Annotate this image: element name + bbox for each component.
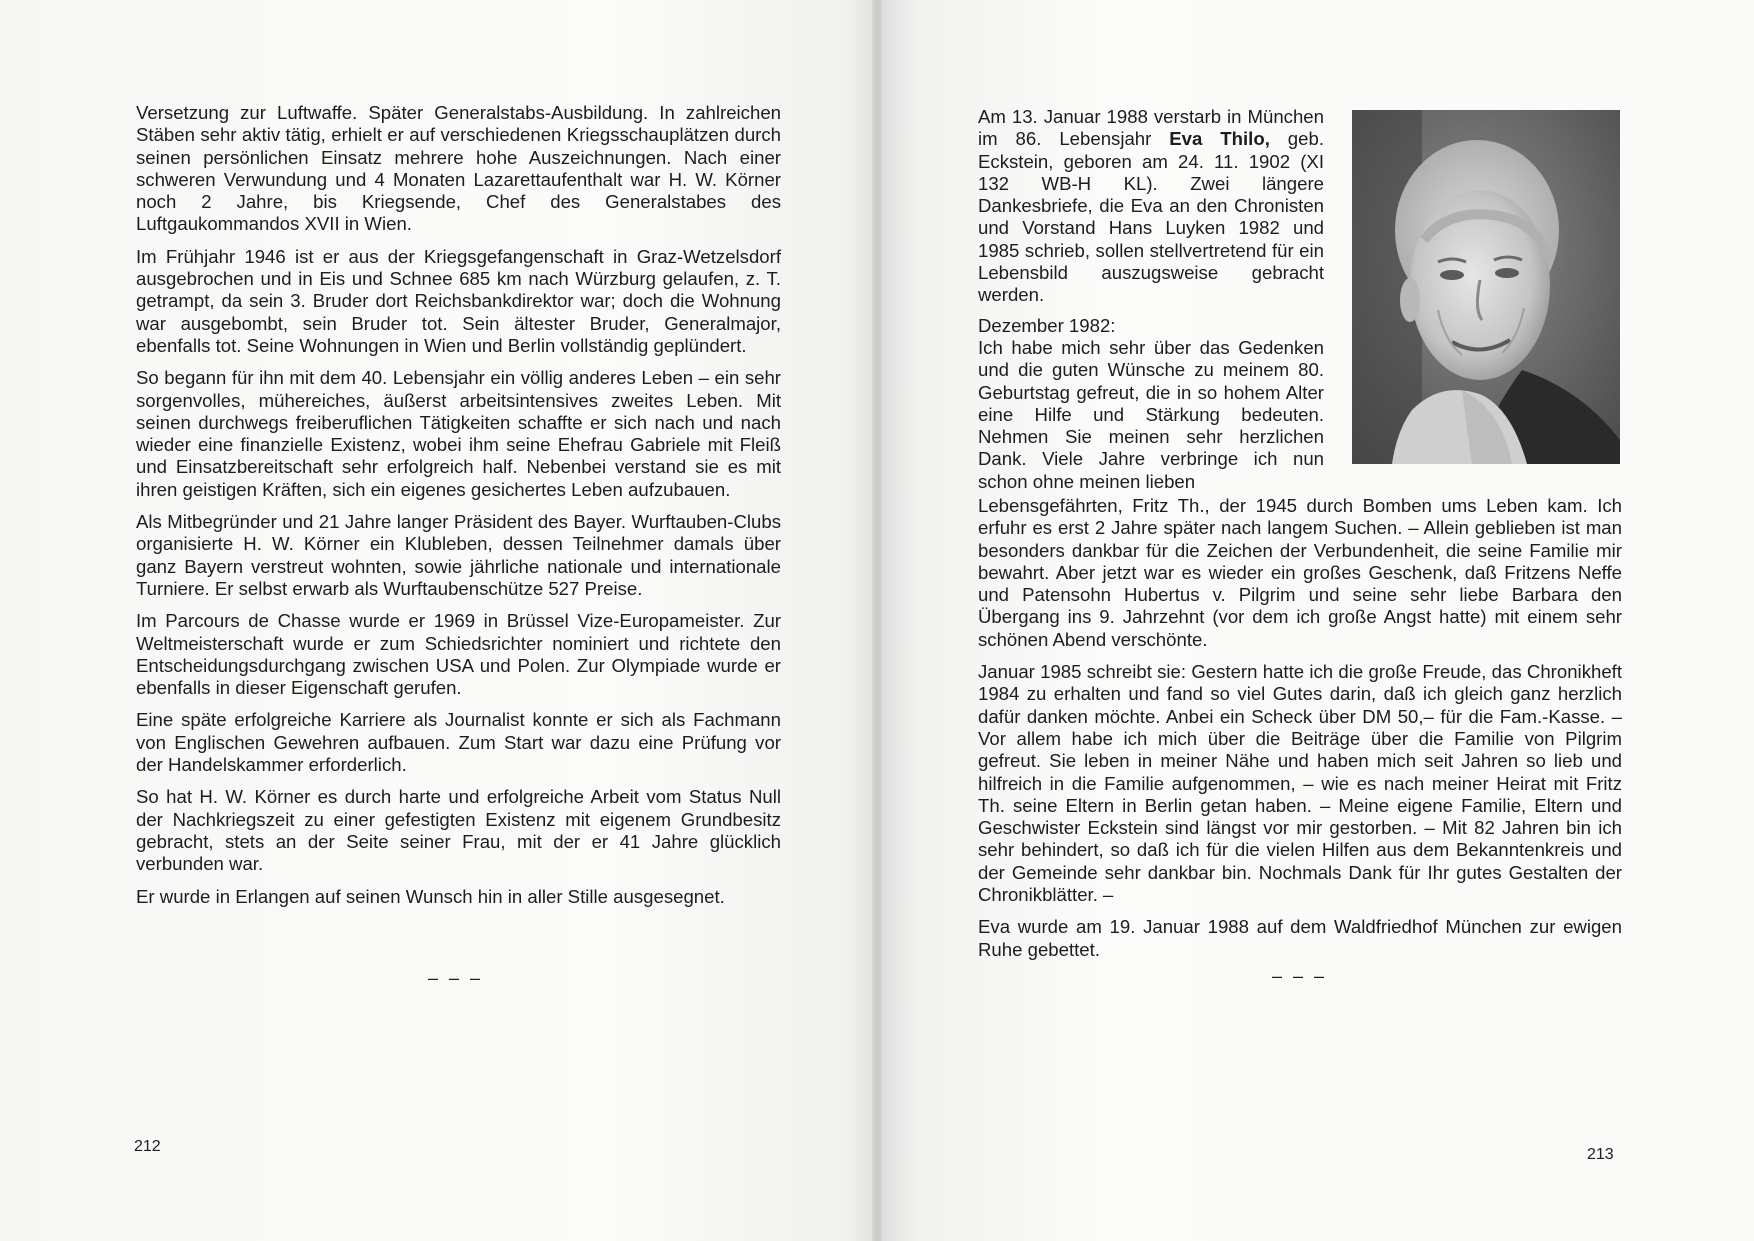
paragraph: Im Frühjahr 1946 ist er aus der Kriegsgefangenschaft in Graz-Wetzelsdorf ausgebrochen und in Eis und Schnee 685 km nach Würzburg gelaufen, z. T. getrampt, da sein 3. Bruder dort Reichsbankdirektor war; doch die Wohnung war ausgebombt, sein Bruder tot. Sein ältester Bruder, Generalmajor, ebenfalls tot. Seine Wohnungen in Wien und Berlin vollständig geplündert. [136,245,781,356]
section-divider: – – – [428,968,484,988]
section-divider: – – – [1272,966,1328,986]
letter-text-start: Ich habe mich sehr über das Gedenken und die guten Wünsche zu meinem 80. Geburtstag gefreut, die in so hohem Alter eine Hilfe und Stärkung bedeuten. Nehmen Sie meinen sehr herzlichen Dank. Viele Jahre verbringe ich nun schon ohne meinen lieben [978,336,1324,492]
portrait-photo-icon [1352,110,1620,464]
paragraph: So begann für ihn mit dem 40. Lebensjahr ein völlig anderes Leben – ein sehr sorgenvolles, mühereiches, äußerst arbeitsintensives zweites Leben. Mit seinen durchwegs freiberuflichen Tätigkeiten schaffte er sich nach und nach wieder eine finanzielle Existenz, wobei ihm seine Ehefrau Gabriele mit Fleiß und Einsatzbereitschaft sehr erfolgreich half. Nebenbei verstand sie es mit ihren geistigen Kräften, sich ein eigenes gesichertes Leben aufzubauen. [136,367,781,500]
paragraph: Versetzung zur Luftwaffe. Später Generalstabs-Ausbildung. In zahlreichen Stäben sehr aktiv tätig, erhielt er auf verschiedenen Kriegsschauplätzen durch seinen persönlichen Einsatz mehrere hohe Auszeichnungen. Nach einer schweren Verwundung und 4 Monaten Lazarettaufenthalt war H. W. Körner noch 2 Jahre, bis Kriegsende, Chef des Generalstabes des Luftgaukommandos XVII in Wien. [136,102,781,235]
obituary-intro [978,106,1324,493]
letter-date-line: Dezember 1982: [978,314,1116,336]
paragraph: Im Parcours de Chasse wurde er 1969 in Brüssel Vize-Europameister. Zur Weltmeisterschaft wurde er zum Schiedsrichter nominiert und richtete den Entscheidungsdurchgang zwischen USA und Polen. Zur Olympiade wurde er ebenfalls in dieser Eigenschaft gerufen. [136,610,781,699]
letter-paragraph: Januar 1985 schreibt sie: Gestern hatte ich die große Freude, das Chronikheft 1984 zu erhalten und fand so viel Gutes darin, daß ich gleich ganz herzlich dafür danken möchte. Anbei ein Scheck über DM 50,– für die Fam.-Kasse. – Vor allem habe ich mich über die Beiträge über die Familie von Pilgrim gefreut. Sie leben in meiner Nähe und haben mich seit Jahren so lieb und hilfreich in die Familie aufgenommen, – wie es nach meiner Heirat mit Fritz Th. seine Eltern in Berlin getan haben. – Meine eigene Familie, Eltern und Geschwister Eckstein sind längst vor mir gestorben. – Mit 82 Jahren bin ich sehr behindert, so daß ich für die vielen Hilfen aus dem Bekanntenkreis und der Gemeinde sehr dankbar bin. Nochmals Dank für Ihr gutes Gestalten der Chronikblätter. – [978,661,1622,906]
right-page [882,0,1754,1241]
paragraph: So hat H. W. Körner es durch harte und erfolgreiche Arbeit vom Status Null der Nachkriegszeit zu einer gefestigten Existenz mit eigenem Grundbesitz gebracht, stets an der Seite seiner Frau, mit der er 41 Jahre glücklich verbunden war. [136,786,781,875]
page-number: 212 [134,1138,161,1155]
intro-text: Am 13. Januar 1988 verstarb in München im 86. Lebensjahr [978,106,1324,150]
closing-paragraph: Eva wurde am 19. Januar 1988 auf dem Waldfriedhof München zur ewigen Ruhe gebettet. [978,916,1622,960]
book-gutter [872,0,882,1241]
left-page [0,0,872,1241]
intro-text-cont: geb. Eckstein, geboren am 24. 11. 1902 (XI 132 WB-H KL). Zwei längere Dankesbriefe, die Eva an den Chronisten und Vorstand Hans Luyken 1982 und 1985 schrieb, sollen stellvertretend für ein Lebensbild auszugsweise gebracht werden. [978,128,1324,306]
page-number: 213 [1587,1146,1614,1163]
person-name: Eva Thilo, [1169,128,1270,150]
intro-paragraph [978,106,1324,307]
obituary-letters [978,495,1622,971]
paragraph: Eine späte erfolgreiche Karriere als Journalist konnte er sich als Fachmann von Englischen Gewehren aufbauen. Zum Start war dazu eine Prüfung vor der Handelskammer erforderlich. [136,709,781,776]
paragraph: Er wurde in Erlangen auf seinen Wunsch hin in aller Stille ausgesegnet. [136,885,725,907]
left-page-text [136,102,781,918]
letter-text-end: Lebensgefährten, Fritz Th., der 1945 durch Bomben ums Leben kam. Ich erfuhr es erst 2 Jahre später nach langem Suchen. – Allein geblieben ist man besonders dankbar für die Zeichen der Verbundenheit, die seine Familie mir bewahrt. Aber jetzt war es wieder ein großes Geschenk, daß Fritzens Neffe und Patensohn Hubertus v. Pilgrim und seine sehr liebe Barbara den Übergang ins 9. Jahrzehnt (vor dem ich große Angst hatte) mit einem sehr schönen Abend verschönte. [978,495,1622,650]
paragraph: Als Mitbegründer und 21 Jahre langer Präsident des Bayer. Wurftauben-Clubs organisierte H. W. Körner ein Klubleben, dessen Teilnehmer damals über ganz Bayern verstreut wohnten, sowie jährliche nationale und internationale Turniere. Er selbst erwarb als Wurftaubenschütze 527 Preise. [136,511,781,599]
